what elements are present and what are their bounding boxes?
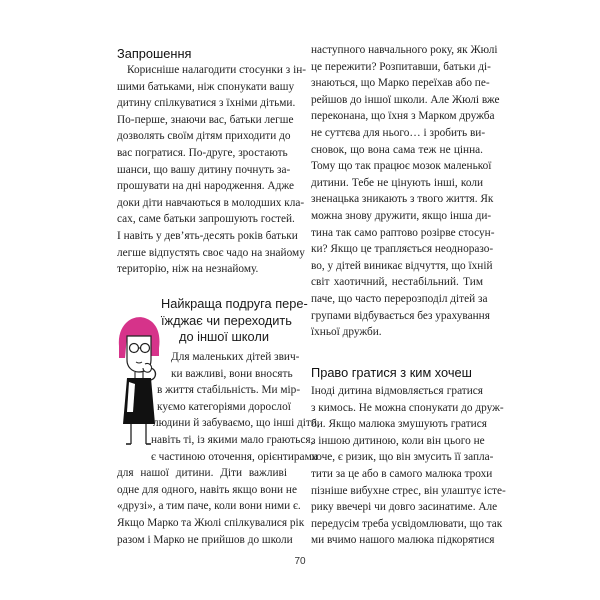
text-line: шанси, що вашу дитину почнуть за- bbox=[117, 163, 291, 176]
paragraph-friend-moves bbox=[117, 349, 320, 548]
text-line: рейшов до іншої школи. Але Жюлі вже bbox=[311, 93, 500, 106]
text-line: во, у дітей виникає відчуття, що їхній bbox=[311, 259, 493, 272]
text-line: доки діти навчаються в молодших кла- bbox=[117, 196, 305, 209]
text-line: є частиною оточення, орієнтирами bbox=[151, 450, 318, 463]
text-line: можна знову дружити, якщо інша ди- bbox=[311, 209, 492, 222]
text-line: світ хаотичний, нестабільний. Тим bbox=[311, 276, 483, 289]
text-line: разом і Марко не прийшов до школи bbox=[117, 533, 293, 546]
text-line: в життя стабільність. Ми мір- bbox=[157, 384, 301, 397]
text-line: переконана, що їхня з Марком дружба bbox=[311, 110, 495, 123]
text-line: куємо категоріями дорослої bbox=[157, 400, 291, 413]
text-line: не суттєва для нього… і зробить ви- bbox=[311, 126, 486, 139]
text-line: зненацька зникають з твого життя. Як bbox=[311, 193, 494, 206]
text-line: паче, що часто перерозподіл дітей за bbox=[311, 292, 488, 305]
text-line: хоче, є ризик, що він змусить її запла- bbox=[311, 451, 494, 464]
text-line: Корисніше налагодити стосунки з ін- bbox=[127, 64, 307, 76]
text-line: дитини. Тебе не цінують інші, коли bbox=[311, 176, 483, 189]
text-line: би. Якщо малюка змушують гратися bbox=[311, 418, 487, 431]
text-line: По-перше, знаючи вас, батьки легше bbox=[117, 113, 294, 126]
text-line: ки важливі, вони вносять bbox=[171, 367, 293, 380]
text-line: для нашої дитини. Діти важливі bbox=[117, 467, 287, 480]
text-line: групами відбувається без урахування bbox=[311, 309, 490, 322]
paragraph-invitation bbox=[117, 62, 307, 278]
page-number: 70 bbox=[294, 556, 306, 567]
text-line: І навіть у дев’ять-десять років батьки bbox=[117, 229, 298, 242]
text-line: дозволять своїм дітям приходити до bbox=[117, 130, 291, 143]
section-heading-invitation: Запрошення bbox=[117, 46, 192, 61]
text-line: ки? Якщо це трапляється неодноразо- bbox=[311, 243, 494, 256]
heading-line: до іншої школи bbox=[178, 329, 269, 345]
paragraph-continuation bbox=[311, 42, 500, 341]
text-line: Якщо Марко та Жюлі спілкувалися рік bbox=[117, 516, 305, 529]
text-line: Тому що так працює мозок маленької bbox=[311, 160, 492, 173]
section-heading-friend-moves bbox=[161, 296, 308, 346]
text-line: передусім треба усвідомлювати, що так bbox=[311, 517, 503, 530]
text-line: територію, ніж на незнайому. bbox=[117, 263, 259, 276]
text-line: наступного навчального року, як Жюлі bbox=[311, 44, 498, 56]
text-line: тина так само раптово розірве стосун- bbox=[311, 226, 495, 239]
text-line: їхньої дружби. bbox=[311, 326, 382, 339]
section-heading-right-to-play: Право гратися з ким хочеш bbox=[311, 365, 472, 380]
text-line: з іншою дитиною, коли він цього не bbox=[311, 434, 485, 447]
text-line: рику ввечері чи довго засинатиме. Але bbox=[311, 501, 498, 514]
text-line: пізніше вибухне стрес, він улаштує істе- bbox=[311, 484, 506, 497]
heading-line: їжджає чи переходить bbox=[161, 312, 292, 328]
text-line: «друзі», а тим паче, коли вони ними є. bbox=[117, 500, 301, 513]
text-line: одне для одного, навіть якщо вони не bbox=[117, 483, 297, 496]
text-line: Для маленьких дітей звич- bbox=[171, 351, 300, 363]
text-line: це пережити? Розпитавши, батьки ді- bbox=[311, 60, 491, 73]
text-line: дитину спілкуватися з їхніми дітьми. bbox=[117, 97, 296, 110]
text-line: вас погратися. По-друге, зростають bbox=[117, 146, 288, 159]
text-line: тити за це або в самого малюка трохи bbox=[311, 467, 493, 480]
text-line: знаються, що Марко переїхав або пе- bbox=[311, 77, 490, 90]
text-line: сах, саме батьки запрошують гостей. bbox=[117, 213, 295, 226]
text-line: сновок, що вона сама теж не цінна. bbox=[311, 143, 483, 156]
text-line: людини й забуваємо, що інші діти, bbox=[153, 417, 320, 430]
text-line: легше відпустять своє чадо на знайому bbox=[117, 246, 305, 259]
text-line: прошувати на дні народження. Адже bbox=[117, 180, 295, 193]
text-line: навіть ті, із якими мало граються, bbox=[151, 433, 314, 446]
text-line: шими батьками, ніж спонукати вашу bbox=[117, 80, 295, 93]
paragraph-right-to-play bbox=[311, 383, 506, 549]
heading-line: Найкраща подруга пере- bbox=[161, 296, 308, 311]
text-line: з кимось. Не можна спонукати до друж- bbox=[311, 401, 504, 414]
text-line: Іноді дитина відмовляється гратися bbox=[311, 385, 483, 397]
text-line: ми вчимо нашого малюка підкорятися bbox=[311, 534, 495, 547]
